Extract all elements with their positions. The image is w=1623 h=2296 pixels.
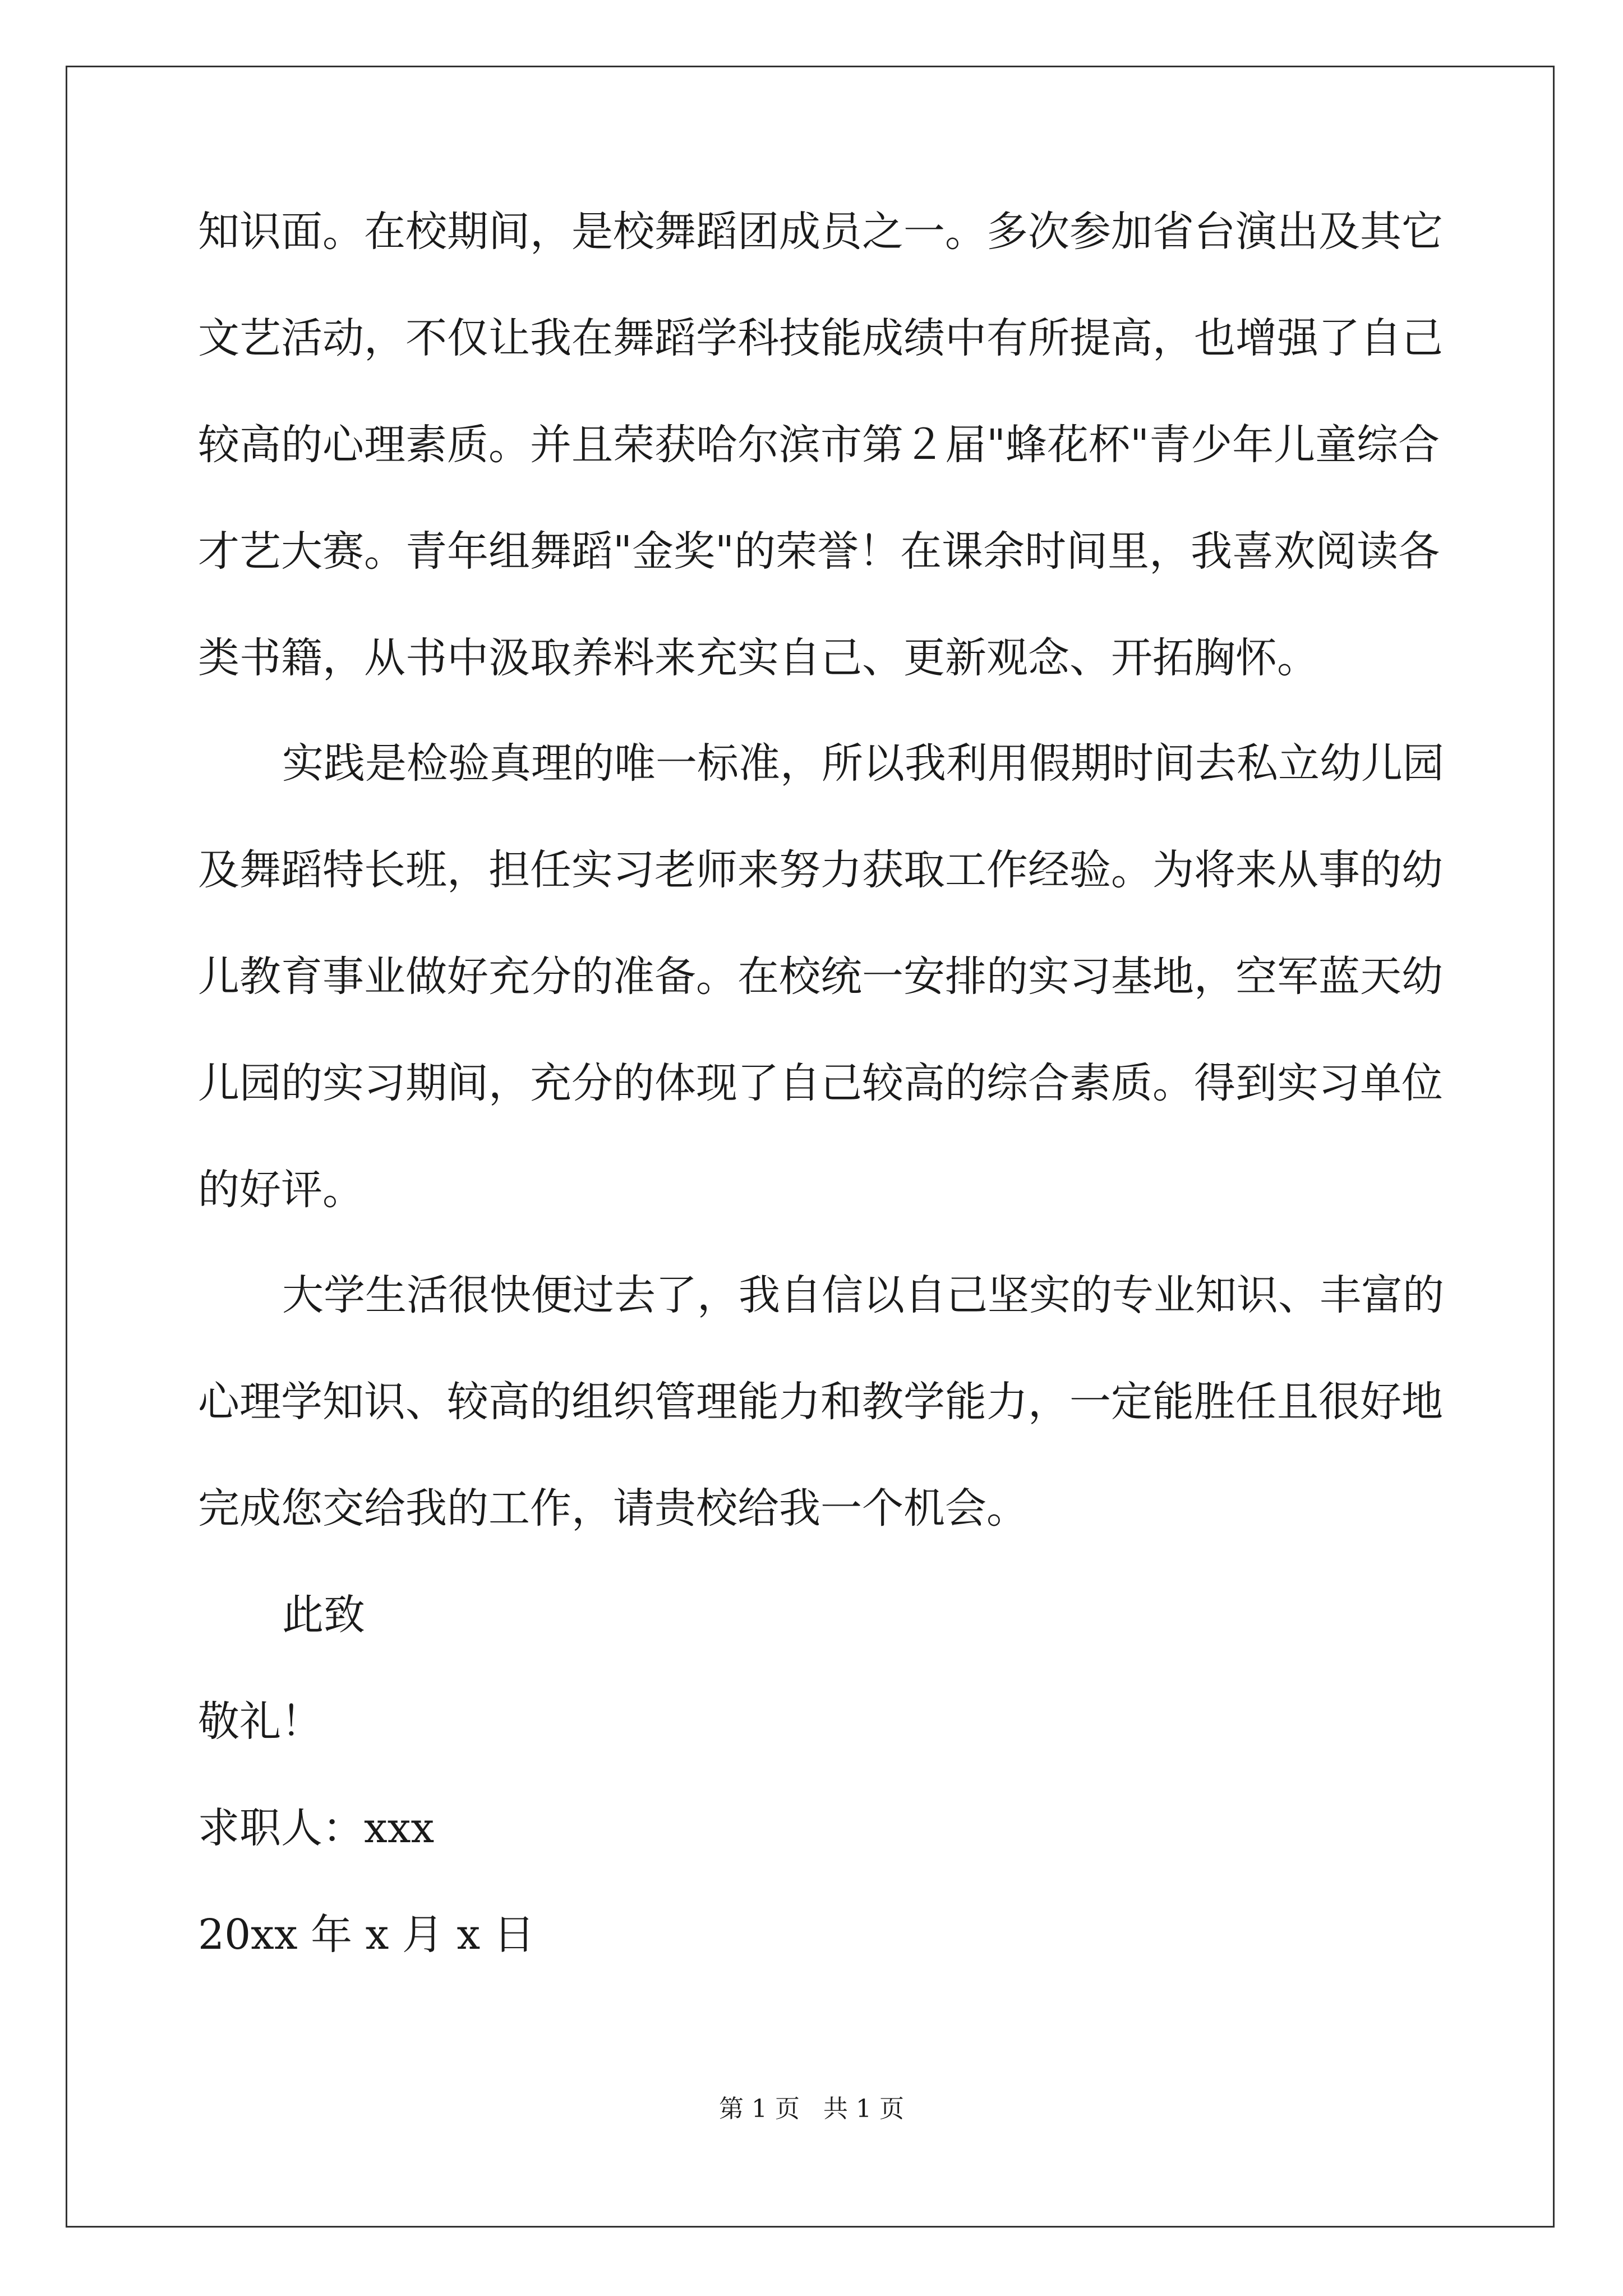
text-line: 及舞蹈特长班，担任实习老师来努力获取工作经验。为将来从事的幼 (198, 846, 1443, 894)
text-line: 完成您交给我的工作，请贵校给我一个机会。 (198, 1484, 1028, 1533)
closing-regards: 敬礼！ (198, 1697, 322, 1746)
page-number: 第 1 页 共 1 页 (719, 2095, 904, 2123)
text-line: 实践是检验真理的唯一标准，所以我利用假期时间去私立幼儿园 (282, 739, 1444, 788)
closing-salutation: 此致 (282, 1591, 365, 1639)
text-line: 心理学知识、较高的组织管理能力和教学能力，一定能胜任且很好地 (198, 1378, 1443, 1426)
text-line: 的好评。 (198, 1166, 364, 1214)
text-line: 类书籍，从书中汲取养料来充实自己、更新观念、开拓胸怀。 (198, 634, 1318, 682)
applicant-signature: 求职人：xxx (198, 1804, 435, 1852)
letter-date: 20xx 年 x 月 x 日 (198, 1911, 535, 1959)
text-line: 才艺大赛。青年组舞蹈"金奖"的荣誉！在课余时间里，我喜欢阅读各 (198, 527, 1440, 576)
text-line: 大学生活很快便过去了，我自信以自己坚实的专业知识、丰富的 (282, 1271, 1444, 1319)
text-line: 较高的心理素质。并且荣获哈尔滨市第２届"蜂花杯"青少年儿童综合 (198, 421, 1440, 469)
text-line: 文艺活动，不仅让我在舞蹈学科技能成绩中有所提高，也增强了自己 (198, 314, 1443, 362)
text-line: 儿教育事业做好充分的准备。在校统一安排的实习基地，空军蓝天幼 (198, 953, 1443, 1001)
text-line: 儿园的实习期间，充分的体现了自己较高的综合素质。得到实习单位 (198, 1059, 1443, 1107)
page-border (66, 66, 1555, 2228)
text-line: 知识面。在校期间，是校舞蹈团成员之一。多次参加省台演出及其它 (198, 208, 1443, 256)
